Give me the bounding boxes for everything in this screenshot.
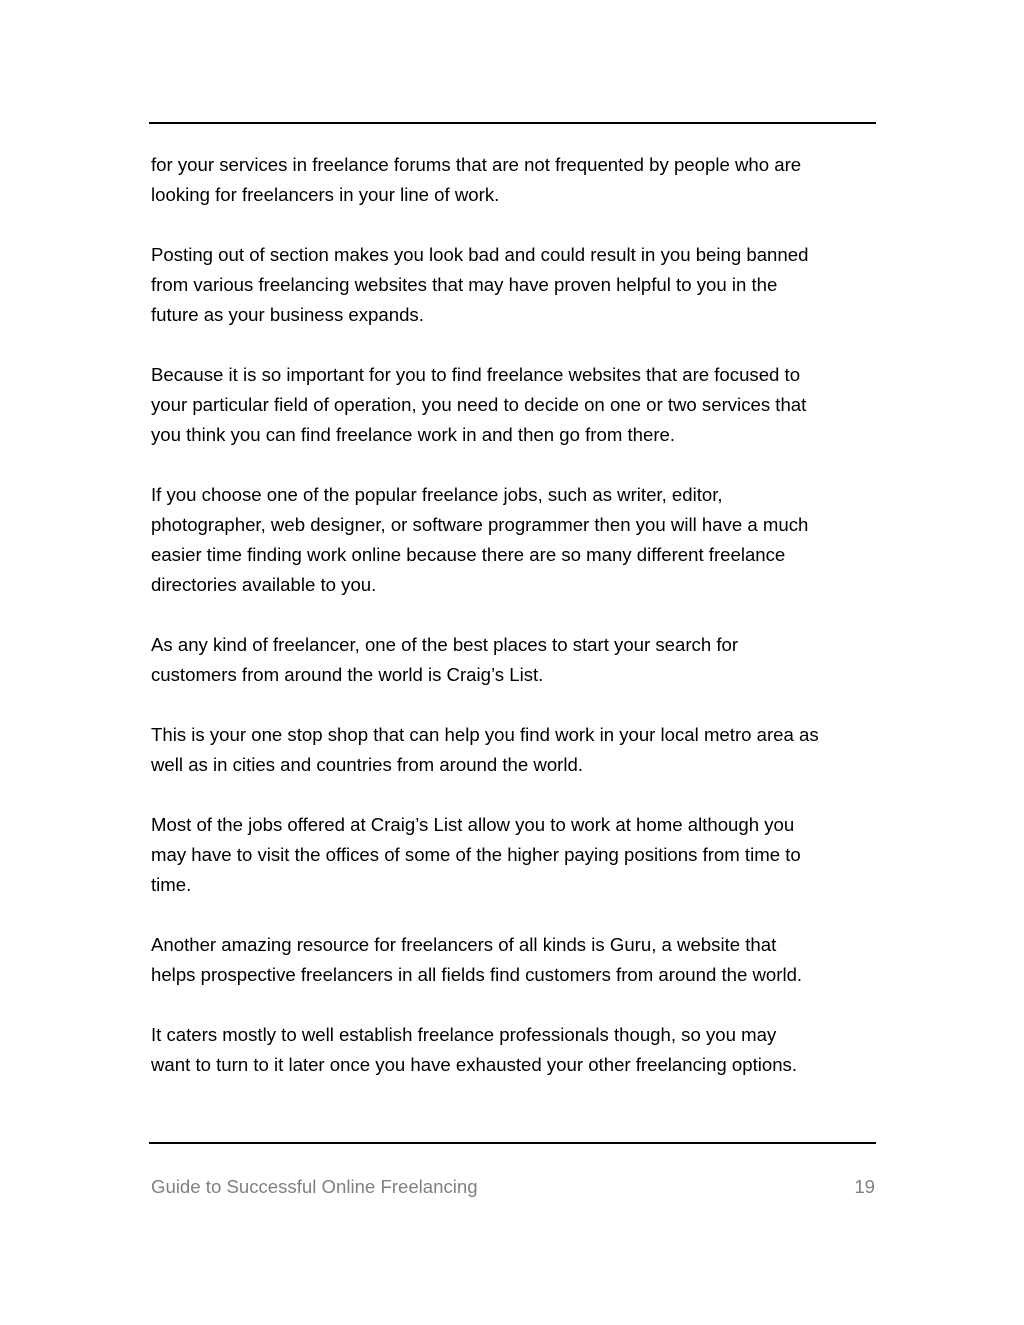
paragraph-3: Because it is so important for you to find freelance websites that are focused to your particular field of operation, you need to decide on one or two services that you think you can find freelance work in and then go from there. xyxy=(151,364,807,445)
header-rule xyxy=(149,122,876,124)
page-number: 19 xyxy=(854,1176,875,1197)
paragraph-4: If you choose one of the popular freelance jobs, such as writer, editor, photographer, web designer, or software programmer then you will have a much easier time finding work online because there are so many different freelance directories available to you. xyxy=(151,484,809,595)
paragraph-2: Posting out of section makes you look bad and could result in you being banned from various freelancing websites that may have proven helpful to you in the future as your business expands. xyxy=(151,244,809,325)
paragraph-7: Most of the jobs offered at Craig’s List allow you to work at home although you may have to visit the offices of some of the higher paying positions from time to time. xyxy=(151,814,801,895)
paragraph-6: This is your one stop shop that can help you find work in your local metro area as well as in cities and countries from around the world. xyxy=(151,724,819,775)
paragraph-9: It caters mostly to well establish freelance professionals though, so you may want to turn to it later once you have exhausted your other freelancing options. xyxy=(151,1024,798,1075)
footer-rule xyxy=(149,1142,876,1144)
paragraph-8: Another amazing resource for freelancers of all kinds is Guru, a website that helps prospective freelancers in all fields find customers from around the world. xyxy=(151,934,803,985)
footer-title: Guide to Successful Online Freelancing xyxy=(151,1176,478,1197)
paragraph-1: for your services in freelance forums that are not frequented by people who are looking for freelancers in your line of work. xyxy=(151,154,802,205)
page-body xyxy=(151,150,881,1110)
paragraph-5: As any kind of freelancer, one of the best places to start your search for customers from around the world is Craig’s List. xyxy=(151,634,739,685)
